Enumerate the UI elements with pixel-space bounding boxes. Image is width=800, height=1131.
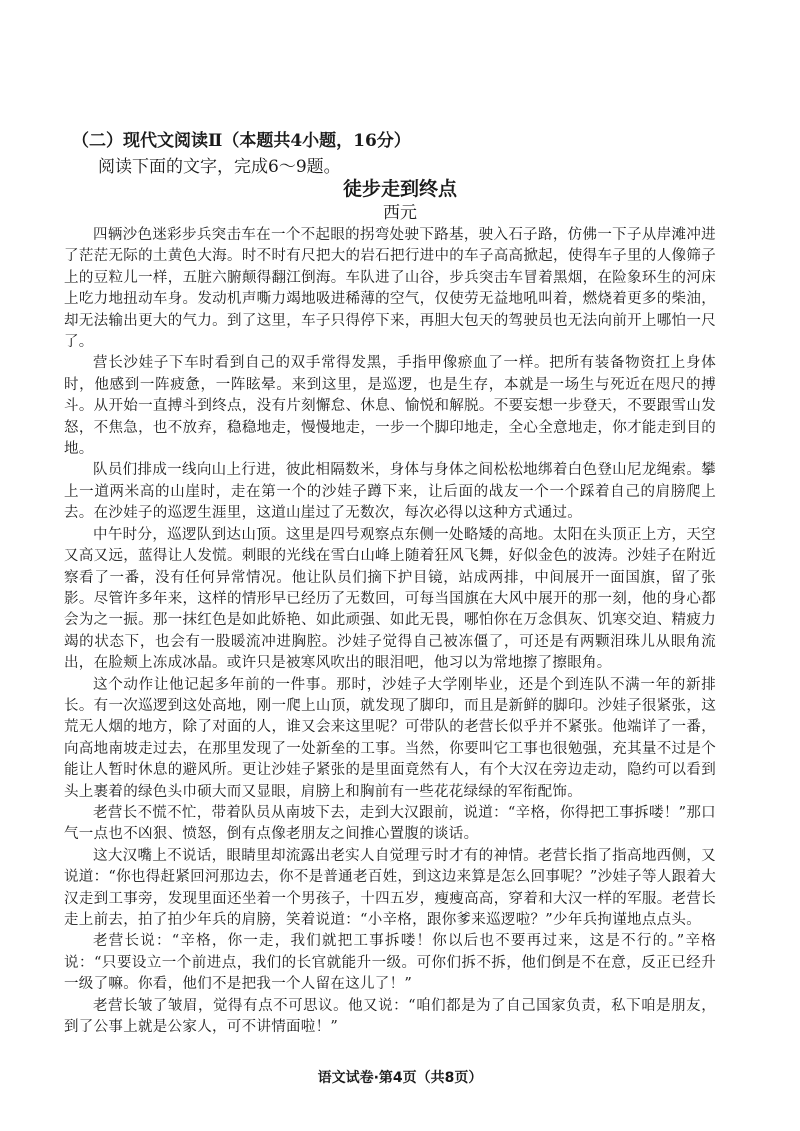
page-footer: 语文试卷·第4页（共8页）: [317, 1070, 483, 1086]
paragraph: 老营长皱了皱眉，觉得有点不可思议。他又说：“咱们都是为了自己国家负责，私下咱是朋友，到了公事上就是公家人，可不讲情面啦！”: [64, 997, 716, 1036]
article-body: [64, 225, 716, 1038]
article-title: 徒步走到终点: [342, 178, 457, 200]
article-author: 西元: [383, 203, 417, 223]
paragraph: 这个动作让他记起多年前的一件事。那时，沙娃子大学刚毕业，还是个到连队不满一年的新排长。有一次巡逻到这处高地，刚一爬上山顶，就发现了脚印，而且是新鲜的脚印。沙娃子很紧张，这荒无人烟的地方，除了对面的人，谁又会来这里呢？可带队的老营长似乎并不紧张。他端详了一番，向高地南坡走过去，在那里发现了一处新垒的工事。当然，你要叫它工事也很勉强，充其量不过是个能让人暂时休息的避风所。更让沙娃子紧张的是里面竟然有人，有个大汉在旁边走动，隐约可以看到头上裹着的绿色头巾硕大而又显眼，肩膀上和胸前有一些花花绿绿的军衔配饰。: [64, 676, 716, 800]
paragraph: 这大汉嘴上不说话，眼睛里却流露出老实人自觉理亏时才有的神情。老营长指了指高地西侧，又说道：“你也得赶紧回河那边去，你不是普通老百姓，到这边来算是怎么回事呢？”沙娃子等人跟着大汉走到工事旁，发现里面还坐着一个男孩子，十四五岁，瘦瘦高高，穿着和大汉一样的军服。老营长走上前去，拍了拍少年兵的肩膀，笑着说道：“小辛格，跟你爹来巡逻啦？”少年兵拘谨地点点头。: [64, 847, 716, 928]
paragraph: 队员们排成一线向山上行进，彼此相隔数米，身体与身体之间松松地绑着白色登山尼龙绳索。攀上一道两米高的山崖时，走在第一个的沙娃子蹲下来，让后面的战友一个一个踩着自己的肩膀爬上去。在沙娃子的巡逻生涯里，这道山崖过了无数次，每次必得以这种方式通过。: [64, 462, 716, 522]
paragraph: 老营长不慌不忙，带着队员从南坡下去，走到大汉跟前，说道：“辛格，你得把工事拆喽！”那口气一点也不凶狠、愤怒，倒有点像老朋友之间推心置腹的谈话。: [64, 804, 716, 843]
paragraph: 中午时分，巡逻队到达山顶。这里是四号观察点东侧一处略矮的高地。太阳在头顶正上方，天空又高又远，蓝得让人发慌。刺眼的光线在雪白山峰上随着狂风飞舞，好似金色的波涛。沙娃子在附近察看了一番，没有任何异常情况。他让队员们摘下护目镜，站成两排，中间展开一面国旗，留了张影。尽管许多年来，这样的情形早已经历了无数回，可每当国旗在大风中展开的那一刻，他的身心都会为之一振。那一抹红色是如此娇艳、如此顽强、如此无畏，哪怕你在万念俱灰、饥寒交迫、精疲力竭的状态下，也会有一股暖流冲进胸腔。沙娃子觉得自己被冻僵了，可还是有两颗泪珠儿从眼角流出，在脸颊上冻成冰晶。或许只是被寒风吹出的眼泪吧，他习以为常地擦了擦眼角。: [64, 526, 716, 672]
section-header: （二）现代文阅读Ⅱ（本题共4小题，16分）: [72, 131, 411, 151]
reading-instruction: 阅读下面的文字，完成6～9题。: [98, 157, 341, 177]
paragraph: 老营长说：“辛格，你一走，我们就把工事拆喽！你以后也不要再过来，这是不行的。”辛格说：“只要设立一个前进点，我们的长官就能升一级。可你们拆不拆，他们倒是不在意，反正已经升一级了嘛。你看，他们不是把我一个人留在这儿了！”: [64, 933, 716, 993]
paragraph: 营长沙娃子下车时看到自己的双手常得发黑，手指甲像瘀血了一样。把所有装备物资扛上身体时，他感到一阵疲惫，一阵眩晕。来到这里，是巡逻，也是生存，本就是一场生与死近在咫尺的搏斗。从开始一直搏斗到终点，没有片刻懈怠、休息、愉悦和解脱。不要妄想一步登天，不要跟雪山发怒，不焦急，也不放弃，稳稳地走，慢慢地走，一步一个脚印地走，全心全意地走，你才能走到目的地。: [64, 355, 716, 458]
paragraph: 四辆沙色迷彩步兵突击车在一个不起眼的拐弯处驶下路基，驶入石子路，仿佛一下子从岸滩冲进了茫茫无际的土黄色大海。时不时有尺把大的岩石把行进中的车子高高掀起，使得车子里的人像筛子上的豆粒儿一样，五脏六腑颠得翻江倒海。车队进了山谷，步兵突击车冒着黑烟，在险象环生的河床上吃力地扭动车身。发动机声嘶力竭地吸进稀薄的空气，仅使劳无益地吼叫着，燃烧着更多的柴油，却无法输出更大的气力。到了这里，车子只得停下来，再胆大包天的驾驶员也无法向前开上哪怕一尺了。: [64, 227, 716, 351]
